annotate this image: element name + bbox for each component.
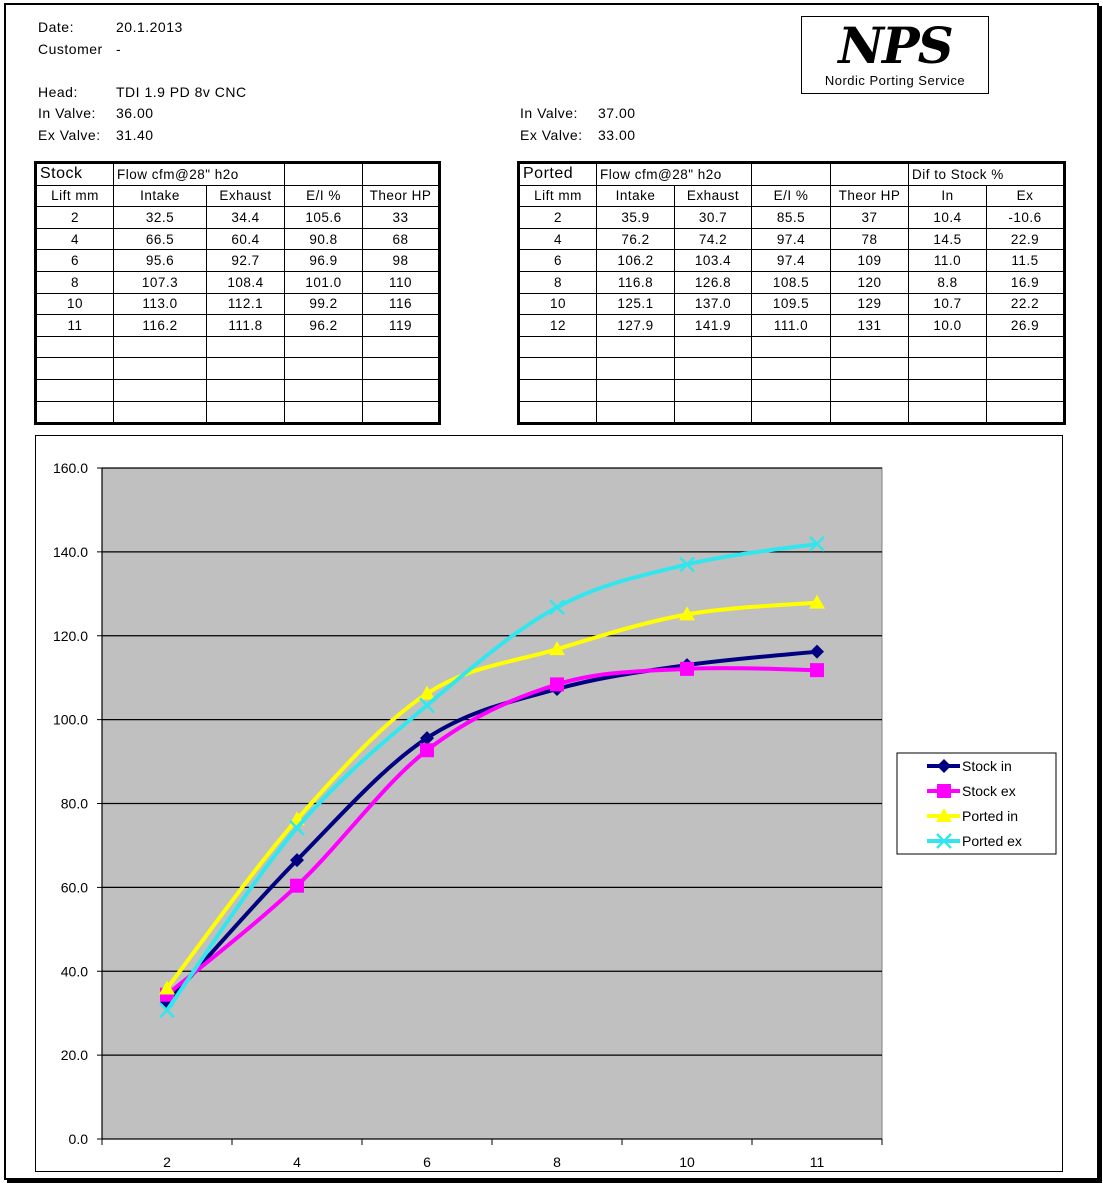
table-cell: 22.9 [987,228,1065,250]
table-cell [519,379,597,401]
table-row [519,271,1065,293]
table-cell [831,379,909,401]
table-cell [363,379,440,401]
data-point [420,743,434,757]
table-cell: 32.5 [114,207,207,229]
table-cell: 106.2 [597,250,675,272]
table-row [36,228,440,250]
legend-label: Ported ex [962,833,1022,849]
table-cell [36,336,114,358]
table-cell: 108.5 [752,271,831,293]
table-row [519,358,1065,380]
flow-chart-svg [36,436,1062,1171]
table-cell [363,163,440,186]
table-cell: 141.9 [675,315,752,337]
column-header: Ex [987,185,1065,207]
table-cell [114,379,207,401]
table-cell [519,336,597,358]
table-cell: 4 [36,228,114,250]
table-cell: 116.2 [114,315,207,337]
table-cell: -10.6 [987,207,1065,229]
table-cell [831,163,909,186]
stock-in-valve-row [38,105,338,123]
y-tick-label: 60.0 [60,879,88,896]
x-tick-label: 10 [679,1154,695,1170]
stock-in-valve-label: In Valve: [38,105,96,121]
table-cell: 16.9 [987,271,1065,293]
y-tick-label: 160.0 [52,460,88,476]
table-cell [831,401,909,424]
nps-logo [801,16,989,94]
table-cell [597,379,675,401]
table-cell: 6 [36,250,114,272]
customer-row [38,41,338,59]
logo-subtitle: Nordic Porting Service [824,73,966,88]
table-cell: 10 [519,293,597,315]
table-row [36,293,440,315]
table-cell: 22.2 [987,293,1065,315]
data-point [680,662,694,676]
column-header: E/I % [285,185,363,207]
table-row [519,228,1065,250]
table-cell [987,401,1065,424]
table-cell: 34.4 [207,207,285,229]
flow-report-sheet [4,3,1099,1180]
table-cell: 137.0 [675,293,752,315]
table-cell [285,336,363,358]
table-cell: 92.7 [207,250,285,272]
table-cell [36,401,114,424]
table-cell [519,358,597,380]
table-cell: 96.2 [285,315,363,337]
table-cell [36,379,114,401]
legend-label: Stock in [962,758,1012,774]
table-cell: 8 [36,271,114,293]
x-tick-label: 2 [163,1154,171,1170]
y-tick-label: 0.0 [68,1131,88,1147]
table-cell [987,336,1065,358]
table-row [36,271,440,293]
stock-ex-valve-value: 31.40 [116,127,154,143]
y-tick-label: 100.0 [52,711,88,728]
table-cell: 4 [519,228,597,250]
column-header: Theor HP [363,185,440,207]
table-row [519,293,1065,315]
table-cell: 103.4 [675,250,752,272]
table-cell: 97.4 [752,228,831,250]
table-cell: 107.3 [114,271,207,293]
table-cell [675,336,752,358]
customer-value: - [116,41,122,57]
table-cell [207,336,285,358]
ported-ex-valve-row [520,127,820,145]
ported-ex-valve-value: 33.00 [598,127,636,143]
x-tick-label: 8 [553,1154,561,1170]
table-cell: 109 [831,250,909,272]
stock-table-body [36,207,440,424]
table-cell [285,163,363,186]
table-cell: 112.1 [207,293,285,315]
date-label: Date: [38,19,74,35]
table-row [519,336,1065,358]
column-header: E/I % [752,185,831,207]
legend-label: Ported in [962,808,1019,824]
table-cell [909,336,987,358]
table-cell: 76.2 [597,228,675,250]
table-cell [363,358,440,380]
table-cell [114,336,207,358]
table-cell: 11 [36,315,114,337]
table-cell: 14.5 [909,228,987,250]
y-tick-label: 140.0 [52,543,88,560]
logo-mark: NPS [838,16,952,75]
table-cell [675,358,752,380]
table-cell: 30.7 [675,207,752,229]
flow-chart [35,435,1063,1172]
table-cell [36,358,114,380]
table-cell [597,401,675,424]
table-cell [285,358,363,380]
table-row [519,379,1065,401]
table-row [36,379,440,401]
table-cell [909,379,987,401]
table-cell: 74.2 [675,228,752,250]
table-cell [207,379,285,401]
stock-flow-header: Flow cfm@28" h2o [114,163,285,186]
table-cell: 96.9 [285,250,363,272]
table-cell: 10.4 [909,207,987,229]
table-cell [114,401,207,424]
table-cell: 129 [831,293,909,315]
table-cell: 99.2 [285,293,363,315]
legend-entry [927,783,1016,799]
table-cell: 60.4 [207,228,285,250]
x-tick-label: 4 [293,1154,301,1170]
table-cell [207,401,285,424]
table-cell: 111.8 [207,315,285,337]
table-cell [519,401,597,424]
table-row [36,315,440,337]
table-cell: 10.7 [909,293,987,315]
table-header-row [36,185,440,207]
table-cell: 131 [831,315,909,337]
table-cell [597,336,675,358]
table-cell: 35.9 [597,207,675,229]
ported-in-valve-value: 37.00 [598,105,636,121]
stock-ex-valve-row [38,127,338,145]
head-row [38,84,358,102]
ported-in-valve-row [520,105,820,123]
table-row [519,401,1065,424]
table-title-row [519,163,1065,186]
column-header: Exhaust [675,185,752,207]
table-cell [752,379,831,401]
head-value: TDI 1.9 PD 8v CNC [116,84,247,100]
table-cell: 116 [363,293,440,315]
table-row [36,336,440,358]
table-cell: 119 [363,315,440,337]
table-cell: 11.0 [909,250,987,272]
stock-flow-table [34,161,441,425]
column-header: Lift mm [519,185,597,207]
table-cell: 120 [831,271,909,293]
table-cell: 97.4 [752,250,831,272]
table-cell: 10.0 [909,315,987,337]
table-row [519,315,1065,337]
column-header: Theor HP [831,185,909,207]
stock-ex-valve-label: Ex Valve: [38,127,101,143]
column-header: Lift mm [36,185,114,207]
table-cell: 2 [519,207,597,229]
column-header: Intake [114,185,207,207]
table-cell [752,163,831,186]
legend-label: Stock ex [962,783,1016,799]
ported-table-body [519,207,1065,424]
table-cell [597,358,675,380]
table-cell [752,358,831,380]
stock-table-title: Stock [36,163,114,186]
table-cell: 109.5 [752,293,831,315]
table-cell: 8.8 [909,271,987,293]
dif-to-stock-header: Dif to Stock % [909,163,1065,186]
table-cell [909,358,987,380]
table-row [36,358,440,380]
head-label: Head: [38,84,78,100]
table-cell: 111.0 [752,315,831,337]
table-cell: 37 [831,207,909,229]
data-point [810,663,824,677]
table-cell [987,358,1065,380]
table-cell [285,379,363,401]
y-tick-label: 40.0 [60,963,88,980]
table-cell: 2 [36,207,114,229]
table-cell: 113.0 [114,293,207,315]
customer-label: Customer [38,41,103,57]
data-point [290,879,304,893]
table-cell: 101.0 [285,271,363,293]
table-cell: 95.6 [114,250,207,272]
ported-in-valve-label: In Valve: [520,105,578,121]
table-cell [114,358,207,380]
stock-in-valve-value: 36.00 [116,105,154,121]
table-cell: 10 [36,293,114,315]
date-row [38,19,338,37]
table-cell [363,336,440,358]
table-cell [675,379,752,401]
y-tick-label: 80.0 [60,795,88,812]
table-cell: 116.8 [597,271,675,293]
table-cell: 26.9 [987,315,1065,337]
data-point [550,677,564,691]
table-row [36,250,440,272]
column-header: In [909,185,987,207]
table-cell: 33 [363,207,440,229]
table-cell: 127.9 [597,315,675,337]
table-cell: 105.6 [285,207,363,229]
table-cell: 6 [519,250,597,272]
ported-flow-header: Flow cfm@28" h2o [597,163,752,186]
table-cell [207,358,285,380]
table-cell [363,401,440,424]
table-cell: 85.5 [752,207,831,229]
y-tick-label: 120.0 [52,627,88,644]
x-tick-label: 6 [423,1154,431,1170]
table-cell: 66.5 [114,228,207,250]
column-header: Intake [597,185,675,207]
table-row [36,207,440,229]
table-cell: 12 [519,315,597,337]
table-cell [987,379,1065,401]
table-cell [831,358,909,380]
table-cell [831,336,909,358]
table-cell: 11.5 [987,250,1065,272]
table-cell: 90.8 [285,228,363,250]
legend [897,753,1056,854]
legend-marker [937,784,951,798]
ported-table-title: Ported [519,163,597,186]
column-header: Exhaust [207,185,285,207]
table-row [519,207,1065,229]
table-row [36,401,440,424]
table-row [519,250,1065,272]
date-value: 20.1.2013 [116,19,183,35]
table-cell: 126.8 [675,271,752,293]
table-header-row [519,185,1065,207]
table-cell [909,401,987,424]
ported-ex-valve-label: Ex Valve: [520,127,583,143]
table-cell: 110 [363,271,440,293]
table-cell [752,336,831,358]
y-tick-label: 20.0 [60,1047,88,1064]
ported-flow-table [517,161,1066,425]
table-cell: 78 [831,228,909,250]
table-cell: 98 [363,250,440,272]
table-title-row [36,163,440,186]
x-tick-label: 11 [809,1154,825,1170]
table-cell [285,401,363,424]
table-cell: 108.4 [207,271,285,293]
table-cell: 125.1 [597,293,675,315]
table-cell: 68 [363,228,440,250]
table-cell [752,401,831,424]
table-cell [675,401,752,424]
table-cell: 8 [519,271,597,293]
